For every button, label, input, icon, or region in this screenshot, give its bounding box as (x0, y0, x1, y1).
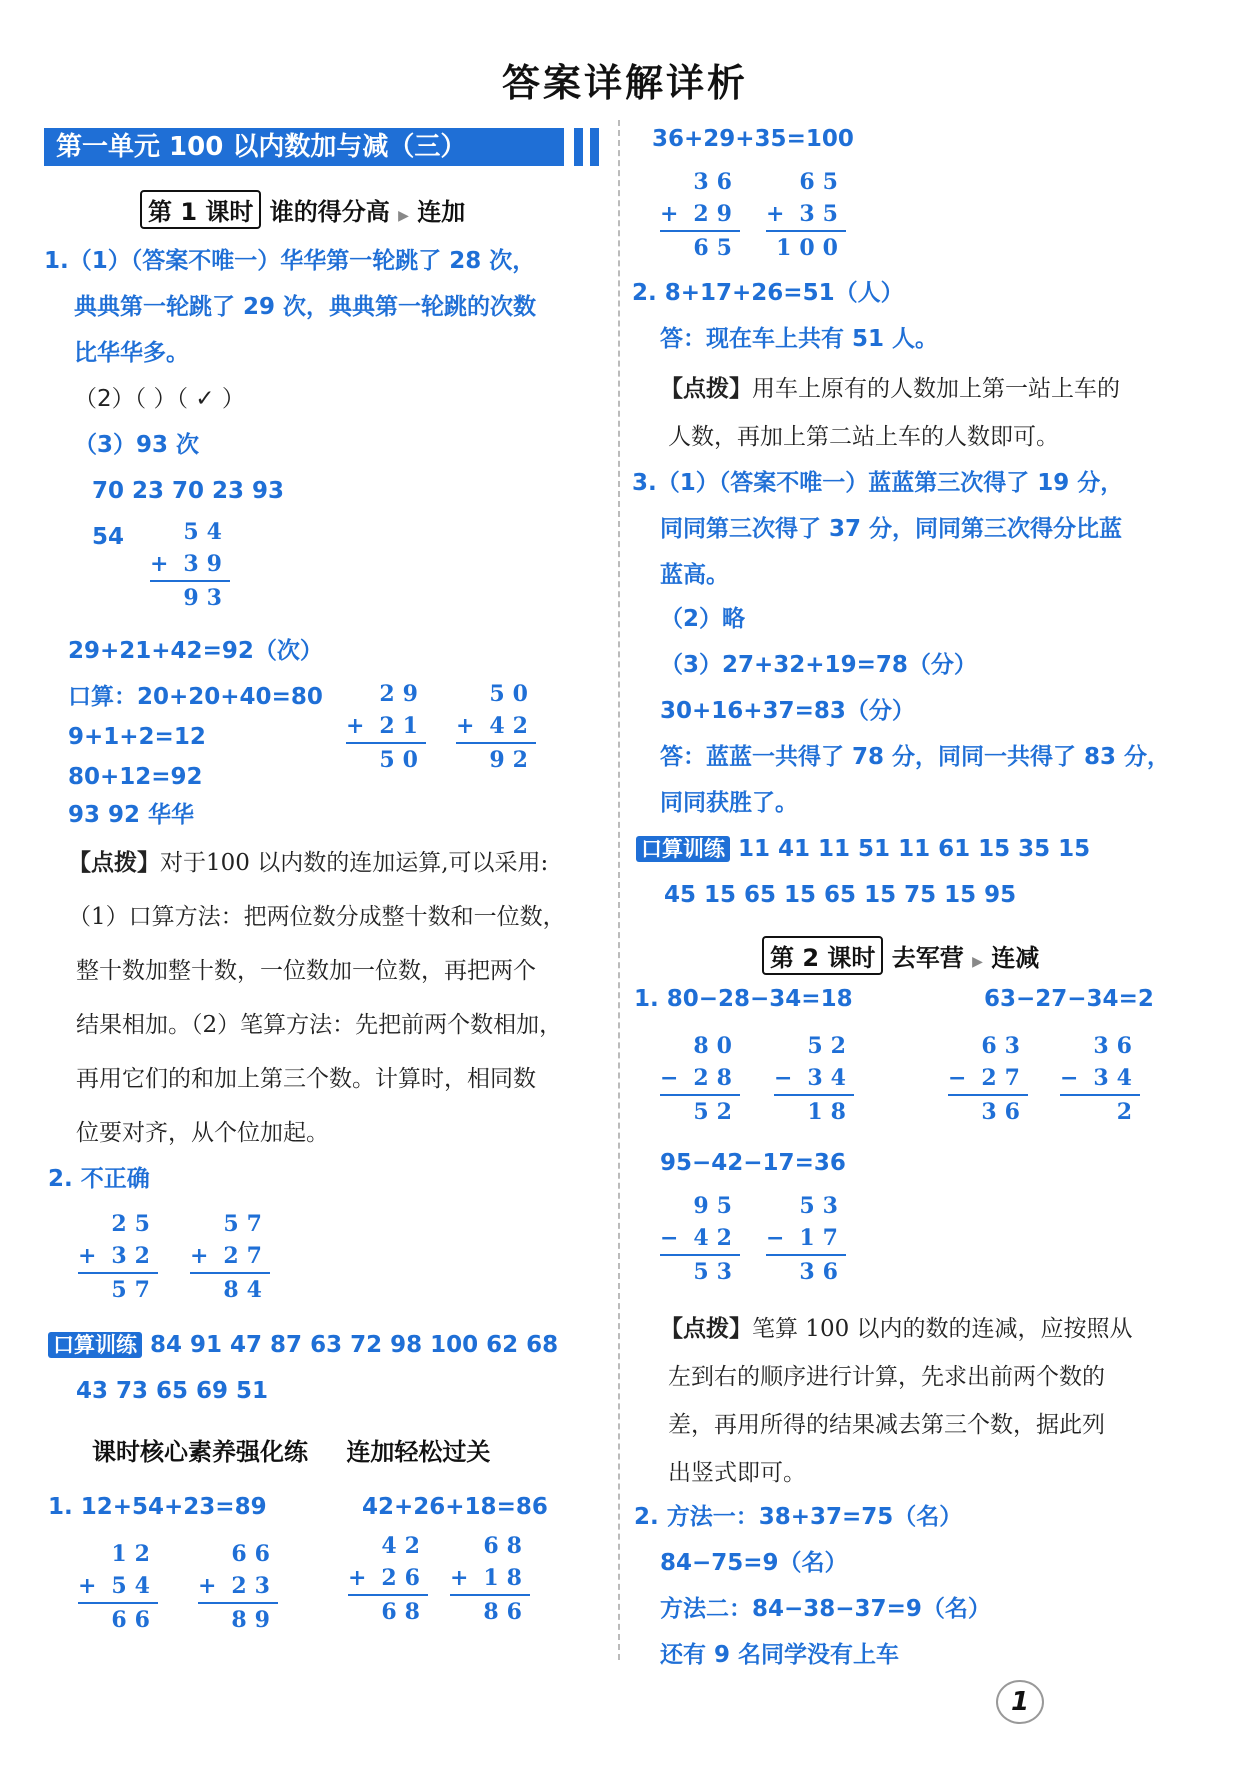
q2-left: 2. 不正确 (48, 1166, 150, 1192)
q1b-right: 42+26+18=86 (362, 1494, 548, 1520)
q3-answer1: 答：蓝蓝一共得了 78 分，同同一共得了 83 分， (660, 744, 1171, 770)
method1: 2. 方法一：38+37=75（名） (634, 1504, 963, 1530)
q1-line3: 比华华多。 (74, 340, 189, 366)
vertical-calc: 68 + 18 86 (450, 1530, 530, 1628)
oral-line1: 口算：20+20+40=80 (68, 684, 323, 710)
q1-3: （3）93 次 (74, 432, 200, 458)
lesson1-heading (140, 190, 465, 229)
vertical-calc: 53 − 17 36 (766, 1190, 846, 1288)
vertical-calc: 36 + 29 65 (660, 166, 740, 264)
q3-line1: 3.（1）（答案不唯一）蓝蓝第三次得了 19 分， (632, 470, 1124, 496)
tip-line6: 位要对齐，从个位加起。 (76, 1120, 329, 1146)
tip-line5: 再用它们的和加上第三个数。计算时，相同数 (76, 1066, 536, 1092)
vertical-calc: 63 − 27 36 (948, 1030, 1028, 1128)
banner-stripe (574, 128, 583, 166)
vertical-calc: 66 + 23 89 (198, 1538, 278, 1636)
conclusion: 还有 9 名同学没有上车 (660, 1642, 900, 1668)
arrow-icon: ▶ (972, 954, 983, 970)
vertical-calc: 95 − 42 53 (660, 1190, 740, 1288)
q1-2: （2）（ ）（ ✓ ） (74, 386, 245, 412)
lesson2-heading (762, 936, 1039, 975)
lesson2-tag: 第 2 课时 (762, 936, 883, 975)
oral-training-left: 口算训练 84 91 47 87 63 72 98 100 62 68 (48, 1330, 558, 1360)
q1-line2: 典典第一轮跳了 29 次，典典第一轮跳的次数 (74, 294, 537, 320)
vertical-calc: 12 + 54 66 (78, 1538, 158, 1636)
result-line: 93 92 华华 (68, 802, 195, 828)
answer-2: 答：现在车上共有 51 人。 (660, 326, 939, 352)
arrow-icon: ▶ (398, 208, 409, 224)
q3-line3: 蓝高。 (660, 562, 729, 588)
tip3-line2: 左到右的顺序进行计算，先求出前两个数的 (668, 1364, 1105, 1390)
oral-nums-right-2: 45 15 65 15 65 15 75 15 95 (664, 882, 1017, 908)
vertical-calc: 80 − 28 52 (660, 1030, 740, 1128)
l2q1a: 1. 80−28−34=18 (634, 986, 853, 1012)
lesson2-name: 去军营 (891, 944, 964, 972)
lesson1-tag: 第 1 课时 (140, 190, 261, 229)
section-heading: 课时核心素养强化练 连加轻松过关 (92, 1438, 491, 1466)
tip-line3: 整十数加整十数，一位数加一位数，再把两个 (76, 958, 536, 984)
top-line: 36+29+35=100 (652, 126, 854, 152)
oral-tag: 口算训练 (48, 1332, 142, 1358)
column-divider (618, 120, 620, 1660)
unit-banner: 第一单元 100 以内数加与减（三） (44, 128, 564, 166)
oral-tag: 口算训练 (636, 836, 730, 862)
q3-2: （2）略 (660, 606, 746, 632)
vertical-calc: 52 − 34 18 (774, 1030, 854, 1128)
vertical-calc: 36 − 34 2 (1060, 1030, 1140, 1128)
tip-line2: （1）口算方法：把两位数分成整十数和一位数， (68, 904, 566, 930)
vertical-calc: 54 + 39 93 (150, 516, 230, 614)
nums-row: 70 23 70 23 93 (92, 478, 285, 504)
tip3-line3: 差，再用所得的结果减去第三个数，据此列 (668, 1412, 1105, 1438)
n54: 54 (92, 524, 125, 550)
tip2-line2: 人数，再加上第二站上车的人数即可。 (668, 424, 1059, 450)
vertical-calc: 65 + 35 100 (766, 166, 846, 264)
banner-stripe (590, 128, 599, 166)
l2q1b: 63−27−34=2 (984, 986, 1154, 1012)
vertical-calc: 29 + 21 50 (346, 678, 426, 776)
q3-answer2: 同同获胜了。 (660, 790, 798, 816)
tip-label: 【点拨】 (68, 850, 160, 876)
tip3-line4: 出竖式即可。 (668, 1460, 806, 1486)
l2q1c: 95−42−17=36 (660, 1150, 846, 1176)
vertical-calc: 42 + 26 68 (348, 1530, 428, 1628)
oral-training-right: 口算训练 11 41 11 51 11 61 15 35 15 (636, 834, 1090, 864)
vertical-calc: 25 + 32 57 (78, 1208, 158, 1306)
lesson2-topic: 连减 (991, 944, 1040, 972)
tip3-line1: 【点拨】笔算 100 以内的数的连减，应按照从 (660, 1316, 1133, 1342)
oral-line2: 9+1+2=12 (68, 724, 206, 750)
q2-right: 2. 8+17+26=51（人） (632, 280, 904, 306)
vertical-calc: 50 + 42 92 (456, 678, 536, 776)
q3-4: 30+16+37=83（分） (660, 698, 915, 724)
page-title: 答案详解详析 (501, 61, 748, 105)
q3-line2: 同同第三次得了 37 分，同同第三次得分比蓝 (660, 516, 1123, 542)
vertical-calc: 57 + 27 84 (190, 1208, 270, 1306)
q1b: 1. 12+54+23=89 (48, 1494, 267, 1520)
lesson1-name: 谁的得分高 (269, 198, 390, 226)
tip-line4: 结果相加。（2）笔算方法：先把前两个数相加， (76, 1012, 563, 1038)
tip-line1: 【点拨】对于100 以内数的连加运算,可以采用: (68, 850, 549, 876)
tip2-line1: 【点拨】用车上原有的人数加上第一站上车的 (660, 376, 1120, 402)
oral-nums-2: 43 73 65 69 51 (76, 1378, 269, 1404)
page-number: 1 (996, 1680, 1044, 1724)
method1b: 84−75=9（名） (660, 1550, 848, 1576)
oral-line3: 80+12=92 (68, 764, 203, 790)
q3-3: （3）27+32+19=78（分） (660, 652, 977, 678)
sum-line: 29+21+42=92（次） (68, 638, 323, 664)
q1-line1: 1.（1）（答案不唯一）华华第一轮跳了 28 次， (44, 248, 536, 274)
lesson1-topic: 连加 (417, 198, 466, 226)
method2: 方法二：84−38−37=9（名） (660, 1596, 991, 1622)
